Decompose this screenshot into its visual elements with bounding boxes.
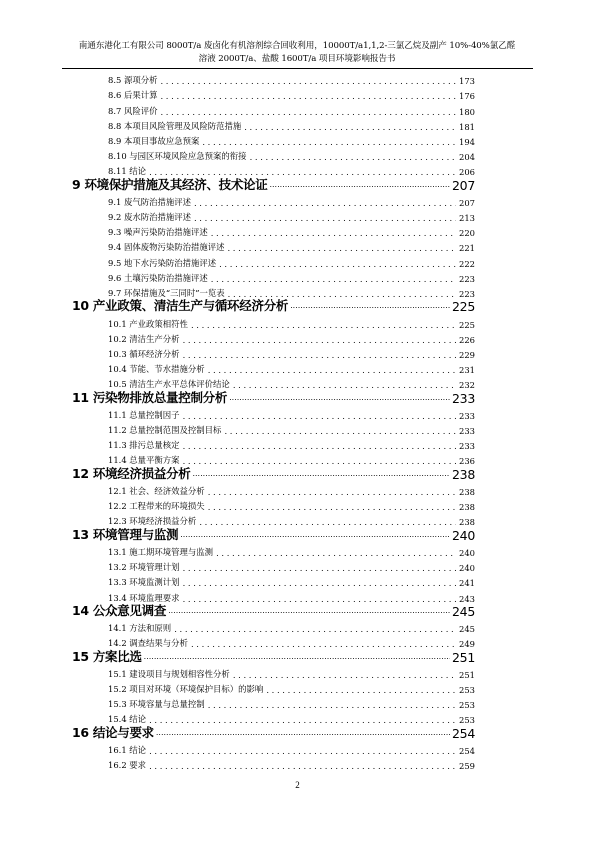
toc-entry-page: 223: [459, 289, 475, 300]
toc-entry-page: 173: [459, 76, 475, 87]
toc-entry-label: 16.1 结论: [108, 745, 147, 756]
toc-entry-page: 253: [459, 715, 475, 726]
toc-entry-page: 249: [459, 639, 475, 650]
toc-chapter-entry[interactable]: [72, 604, 475, 619]
toc-entry-label: 9.2 废水防治措施评述: [108, 212, 191, 223]
toc-leader-dots: [194, 213, 456, 223]
toc-leader-dots: [211, 228, 456, 238]
toc-entry-page: 204: [459, 152, 475, 163]
toc-leader-dots: [219, 259, 456, 269]
running-header: [62, 40, 532, 66]
toc-entry-label: 11 污染物排放总量控制分析: [72, 389, 228, 405]
toc-entry-label: 9.3 噪声污染防治措施评述: [108, 227, 208, 238]
toc-entry-label: 9.4 固体废物污染防治措施评述: [108, 242, 225, 253]
toc-entry-label: 9.5 地下水污染防治措施评述: [108, 257, 217, 268]
toc-entry-label: 8.5 源项分析: [108, 75, 158, 86]
toc-leader-dots: [227, 243, 456, 253]
toc-entry-label: 13.1 施工期环境管理与监测: [108, 547, 214, 558]
toc-section-entry[interactable]: [72, 345, 475, 360]
toc-entry-page: 181: [459, 121, 475, 132]
toc-entry-label: 11.2 总量控制范围及控制目标: [108, 425, 222, 436]
toc-section-entry[interactable]: [72, 665, 475, 680]
toc-entry-page: 221: [459, 243, 475, 254]
toc-section-entry[interactable]: [72, 223, 475, 238]
toc-entry-page: 223: [459, 273, 475, 284]
toc-chapter-entry[interactable]: [72, 649, 475, 664]
toc-entry-label: 14 公众意见调查: [72, 602, 167, 618]
toc-leader-dots: [229, 388, 450, 403]
toc-entry-page: 245: [452, 603, 475, 619]
toc-section-entry[interactable]: [72, 253, 475, 268]
toc-leader-dots: [250, 152, 456, 162]
toc-entry-label: 10.2 清洁生产分析: [108, 333, 180, 344]
toc-leader-dots: [244, 122, 456, 132]
toc-entry-page: 236: [459, 456, 475, 467]
toc-entry-page: 240: [459, 548, 475, 559]
toc-entry-label: 9.1 废气防治措施评述: [108, 196, 191, 207]
toc-section-entry[interactable]: [72, 680, 475, 695]
toc-entry-page: 238: [452, 466, 475, 482]
toc-entry-page: 222: [459, 258, 475, 269]
toc-entry-page: 243: [459, 593, 475, 604]
toc-section-entry[interactable]: [72, 193, 475, 208]
toc-entry-page: 220: [459, 228, 475, 239]
toc-entry-page: 229: [459, 349, 475, 360]
toc-leader-dots: [156, 723, 450, 738]
toc-section-entry[interactable]: [72, 558, 475, 573]
toc-section-entry[interactable]: [72, 147, 475, 162]
toc-section-entry[interactable]: [72, 360, 475, 375]
toc-entry-label: 9 环境保护措施及其经济、技术论证: [72, 176, 268, 192]
toc-entry-page: 254: [452, 725, 475, 741]
toc-chapter-entry[interactable]: [72, 299, 475, 314]
toc-leader-dots: [183, 411, 456, 421]
toc-section-entry[interactable]: [72, 573, 475, 588]
toc-chapter-entry[interactable]: [72, 390, 475, 405]
toc-chapter-entry[interactable]: [72, 527, 475, 542]
page-number: 2: [295, 780, 300, 790]
toc-entry-label: 8.6 后果计算: [108, 90, 158, 101]
toc-leader-dots: [180, 525, 450, 540]
toc-section-entry[interactable]: [72, 741, 475, 756]
toc-entry-label: 12 环境经济损益分析: [72, 465, 191, 481]
toc-entry-label: 16.2 要求: [108, 760, 147, 771]
toc-leader-dots: [168, 601, 450, 616]
toc-entry-page: 253: [459, 700, 475, 711]
toc-entry-label: 15.1 建设项目与规划相容性分析: [108, 668, 230, 679]
toc-chapter-entry[interactable]: [72, 466, 475, 481]
toc-section-entry[interactable]: [72, 86, 475, 101]
toc-leader-dots: [183, 335, 456, 345]
toc-entry-page: 176: [459, 91, 475, 102]
toc-entry-label: 11.4 总量平衡方案: [108, 455, 180, 466]
toc-section-entry[interactable]: [72, 619, 475, 634]
toc-leader-dots: [208, 700, 456, 710]
toc-section-entry[interactable]: [72, 238, 475, 253]
toc-leader-dots: [194, 198, 456, 208]
toc-entry-page: 213: [459, 213, 475, 224]
toc-entry-label: 10.1 产业政策相符性: [108, 318, 188, 329]
toc-leader-dots: [290, 296, 450, 311]
toc-entry-label: 14.1 方法和原则: [108, 623, 172, 634]
toc-entry-label: 8.7 风险评价: [108, 105, 158, 116]
toc-section-entry[interactable]: [72, 497, 475, 512]
toc-entry-label: 11.1 总量控制因子: [108, 409, 180, 420]
toc-entry-page: 238: [459, 517, 475, 528]
toc-leader-dots: [208, 365, 456, 375]
toc-entry-label: 15.4 结论: [108, 714, 147, 725]
toc-section-entry[interactable]: [72, 695, 475, 710]
toc-entry-page: 238: [459, 502, 475, 513]
toc-leader-dots: [224, 426, 456, 436]
toc-entry-label: 16 结论与要求: [72, 724, 154, 740]
toc-leader-dots: [149, 746, 456, 756]
toc-leader-dots: [233, 670, 456, 680]
header-line-1: 南通东港化工有限公司 8000T/a 废卤化有机溶剂综合回收利用，10000T/a1,1,2-三氯乙烷及副产 10%-40%氯乙醛: [78, 41, 516, 51]
toc-entry-page: 231: [459, 365, 475, 376]
toc-leader-dots: [266, 685, 456, 695]
toc-leader-dots: [160, 107, 456, 117]
toc-leader-dots: [183, 350, 456, 360]
toc-entry-label: 9.6 土壤污染防治措施评述: [108, 272, 208, 283]
toc-section-entry[interactable]: [72, 436, 475, 451]
toc-section-entry[interactable]: [72, 132, 475, 147]
toc-entry-label: 8.10 与园区环境风险应急预案的衔接: [108, 151, 247, 162]
toc-entry-label: 10 产业政策、清洁生产与循环经济分析: [72, 298, 289, 314]
toc-entry-label: 8.9 本项目事故应急预案: [108, 135, 200, 146]
table-of-contents: [72, 71, 475, 771]
toc-entry-label: 9.7 环保措施及“三同时”一览表: [108, 288, 225, 299]
toc-section-entry[interactable]: [72, 269, 475, 284]
toc-entry-label: 10.3 循环经济分析: [108, 348, 180, 359]
toc-leader-dots: [149, 761, 456, 771]
toc-entry-label: 12.2 工程带来的环境损失: [108, 501, 205, 512]
toc-entry-label: 13 环境管理与监测: [72, 526, 179, 542]
toc-section-entry[interactable]: [72, 208, 475, 223]
toc-entry-page: 233: [452, 390, 475, 406]
toc-entry-page: 207: [452, 177, 475, 193]
toc-entry-label: 14.2 调查结果与分析: [108, 638, 188, 649]
toc-entry-page: 232: [459, 380, 475, 391]
toc-leader-dots: [208, 487, 456, 497]
toc-leader-dots: [183, 441, 456, 451]
toc-leader-dots: [192, 464, 450, 479]
toc-section-entry[interactable]: [72, 543, 475, 558]
toc-leader-dots: [160, 76, 456, 86]
toc-leader-dots: [183, 563, 456, 573]
toc-entry-page: 180: [459, 106, 475, 117]
toc-entry-label: 13.3 环境监测计划: [108, 577, 180, 588]
toc-section-entry[interactable]: [72, 421, 475, 436]
header-line-2: 溶液 2000T/a、盐酸 1600T/a 项目环境影响报告书: [198, 54, 396, 64]
toc-entry-label: 11.3 排污总量核定: [108, 440, 180, 451]
toc-entry-page: 259: [459, 761, 475, 772]
toc-leader-dots: [191, 320, 456, 330]
toc-entry-page: 233: [459, 426, 475, 437]
toc-entry-page: 254: [459, 746, 475, 757]
toc-section-entry[interactable]: [72, 71, 475, 86]
toc-chapter-entry[interactable]: [72, 177, 475, 192]
toc-entry-page: 226: [459, 334, 475, 345]
toc-leader-dots: [202, 137, 456, 147]
toc-entry-label: 10.4 节能、节水措施分析: [108, 364, 205, 375]
toc-entry-page: 241: [459, 578, 475, 589]
toc-entry-page: 194: [459, 136, 475, 147]
toc-entry-page: 251: [459, 669, 475, 680]
toc-section-entry[interactable]: [72, 101, 475, 116]
toc-entry-label: 15.2 项目对环境（环境保护目标）的影响: [108, 684, 264, 695]
toc-leader-dots: [174, 624, 456, 634]
toc-entry-label: 10.5 清洁生产水平总体评价结论: [108, 379, 230, 390]
toc-entry-page: 238: [459, 487, 475, 498]
toc-section-entry[interactable]: [72, 482, 475, 497]
toc-entry-label: 8.11 结论: [108, 166, 147, 177]
toc-entry-page: 225: [452, 299, 475, 315]
toc-leader-dots: [208, 502, 456, 512]
toc-entry-label: 15 方案比选: [72, 648, 142, 664]
toc-leader-dots: [183, 578, 456, 588]
toc-section-entry[interactable]: [72, 756, 475, 771]
toc-entry-page: 233: [459, 441, 475, 452]
toc-leader-dots: [211, 274, 456, 284]
toc-entry-page: 251: [452, 649, 475, 665]
toc-entry-page: 240: [452, 527, 475, 543]
toc-entry-label: 13.4 环境监理要求: [108, 592, 180, 603]
header-rule: [62, 68, 533, 69]
toc-entry-label: 12.1 社会、经济效益分析: [108, 486, 205, 497]
toc-entry-label: 13.2 环境管理计划: [108, 562, 180, 573]
toc-section-entry[interactable]: [72, 314, 475, 329]
toc-entry-label: 15.3 环境容量与总量控制: [108, 699, 205, 710]
toc-leader-dots: [269, 175, 450, 190]
toc-entry-page: 240: [459, 563, 475, 574]
toc-entry-page: 207: [459, 197, 475, 208]
toc-section-entry[interactable]: [72, 406, 475, 421]
toc-section-entry[interactable]: [72, 330, 475, 345]
toc-leader-dots: [144, 647, 450, 662]
toc-entry-page: 253: [459, 685, 475, 696]
toc-entry-label: 8.8 本项目风险管理及风险防范措施: [108, 120, 242, 131]
toc-entry-page: 245: [459, 624, 475, 635]
toc-entry-page: 233: [459, 410, 475, 421]
toc-leader-dots: [160, 91, 456, 101]
toc-chapter-entry[interactable]: [72, 725, 475, 740]
toc-section-entry[interactable]: [72, 117, 475, 132]
toc-entry-label: 12.3 环境经济损益分析: [108, 516, 197, 527]
toc-entry-page: 225: [459, 319, 475, 330]
toc-leader-dots: [216, 548, 456, 558]
toc-entry-page: 206: [459, 167, 475, 178]
